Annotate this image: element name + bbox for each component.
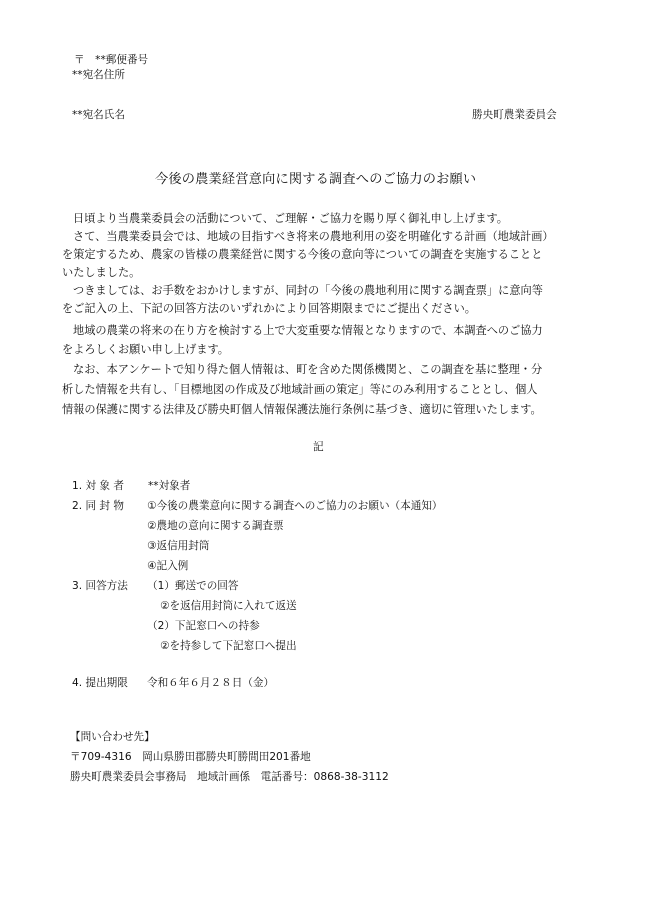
deadline-label: 4. 提出期限 bbox=[72, 677, 128, 689]
enclosure-item: ②農地の意向に関する調査票 bbox=[147, 520, 284, 532]
contact-address: 〒709-4316 岡山県勝田郡勝央町勝間田201番地 bbox=[70, 751, 311, 763]
target-label: 1. 対 象 者 bbox=[72, 480, 124, 492]
enclosure-item: ③返信用封筒 bbox=[147, 540, 210, 552]
body-line: 析した情報を共有し、「目標地図の作成及び地域計画の策定」等にのみ利用することとし、個人 bbox=[62, 383, 538, 396]
body-line: つきましては、お手数をおかけしますが、同封の「今後の農地利用に関する調査票」に意向等 bbox=[73, 284, 543, 297]
recipient-address: **宛名住所 bbox=[72, 69, 125, 81]
body-line: 情報の保護に関する法律及び勝央町個人情報保護法施行条例に基づき、適切に管理いたします。 bbox=[62, 403, 542, 416]
enclosure-item: ④記入例 bbox=[147, 560, 189, 572]
method-1-detail: ②を返信用封筒に入れて返送 bbox=[160, 600, 297, 612]
contact-heading: 【問い合わせ先】 bbox=[70, 731, 155, 743]
method-label: 3. 回答方法 bbox=[72, 580, 128, 592]
enclosure-item: ①今後の農業意向に関する調査へのご協力のお願い（本通知） bbox=[147, 500, 443, 512]
enclosure-label: 2. 同 封 物 bbox=[72, 500, 124, 512]
ki-heading: 記 bbox=[313, 441, 324, 453]
body-line: さて、当農業委員会では、地域の目指すべき将来の農地利用の姿を明確化する計画（地域計画） bbox=[73, 230, 554, 243]
deadline-value: 令和６年６月２８日（金） bbox=[147, 677, 275, 689]
body-line: を策定するため、農家の皆様の農業経営に関する今後の意向等についての調査を実施することと bbox=[62, 248, 543, 261]
recipient-name: **宛名氏名 bbox=[72, 109, 125, 121]
contact-office: 勝央町農業委員会事務局 地域計画係 電話番号：0868-38-3112 bbox=[70, 771, 389, 783]
body-line: 地域の農業の将来の在り方を検討する上で大変重要な情報となりますので、本調査へのご協力 bbox=[73, 324, 543, 337]
method-1: （1）郵送での回答 bbox=[147, 580, 239, 592]
sender-name: 勝央町農業委員会 bbox=[472, 109, 557, 121]
method-2-detail: ②を持参して下記窓口へ提出 bbox=[160, 640, 297, 652]
postal-code: 〒 **郵便番号 bbox=[74, 54, 149, 66]
body-line: 日頃より当農業委員会の活動について、ご理解・ご協力を賜り厚く御礼申し上げます。 bbox=[73, 212, 508, 225]
target-value: **対象者 bbox=[148, 480, 191, 492]
document-title: 今後の農業経営意向に関する調査へのご協力のお願い bbox=[155, 172, 477, 187]
body-line: をよろしくお願い申し上げます。 bbox=[62, 343, 229, 356]
method-2: （2）下記窓口への持参 bbox=[147, 620, 260, 632]
body-line: なお、本アンケートで知り得た個人情報は、町を含めた関係機関と、この調査を基に整理・分 bbox=[73, 363, 543, 376]
body-line: いたしました。 bbox=[62, 266, 141, 279]
body-line: をご記入の上、下記の回答方法のいずれかにより回答期限までにご提出ください。 bbox=[62, 302, 476, 315]
